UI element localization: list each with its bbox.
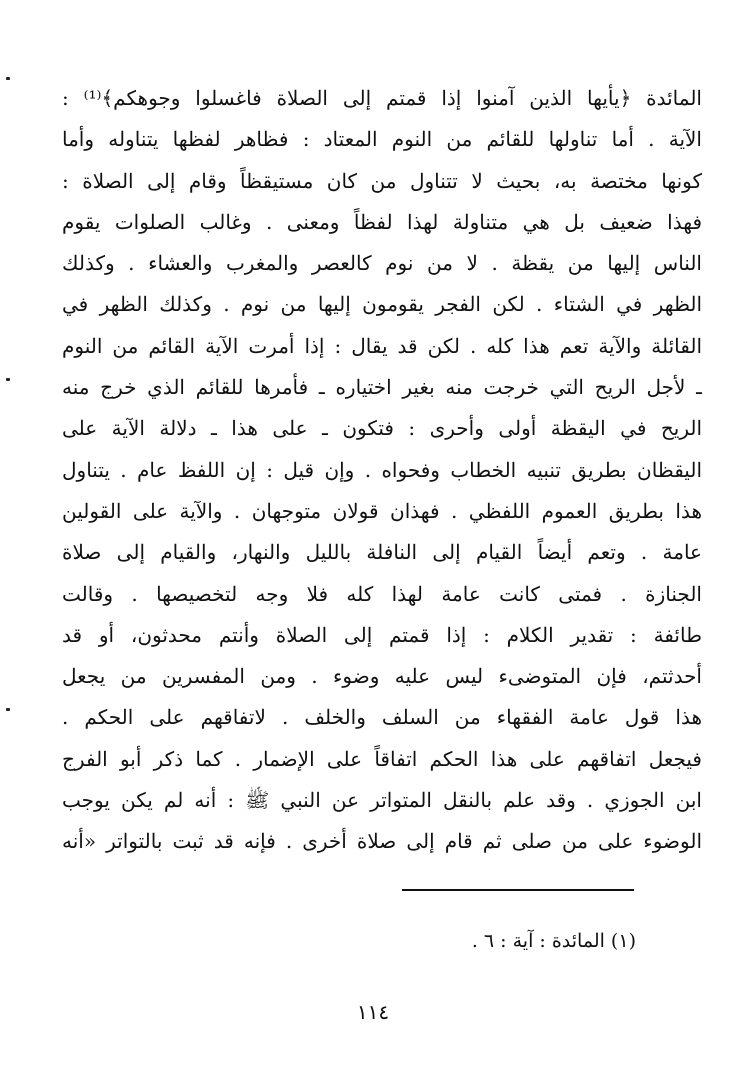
text-line-13: الجنازة . فمتى كانت عامة لهذا كله فلا وجه لتخصيصها . وقالت [62, 581, 702, 606]
text-line-12: عامة . وتعم أيضاً القيام إلى النافلة بالليل والنهار، والقيام إلى صلاة [62, 540, 702, 565]
margin-mark [6, 378, 10, 381]
text-line-8: ـ لأجل الريح التي خرجت منه بغير اختياره ـ فأمرها للقائم الذي خرج منه [62, 375, 702, 400]
text-line-10: اليقظان بطريق تنبيه الخطاب وفحواه . وإن قيل : إن اللفظ عام . يتناول [62, 457, 702, 482]
text-line-7: القائلة والآية تعم هذا كله . لكن قد يقال : إذا أمرت الآية القائم من النوم [62, 333, 702, 358]
text-line-16: هذا قول عامة الفقهاء من السلف والخلف . لاتفاقهم على الحكم . [62, 705, 702, 730]
text-line-1: المائدة ﴿يأيها الذين آمنوا إذا قمتم إلى الصلاة فاغسلوا وجوهكم﴾⁽¹⁾ : [62, 86, 702, 110]
page-number: ١١٤ [356, 1000, 390, 1024]
text-line-9: الريح في اليقظة أولى وأحرى : فتكون ـ على هذا ـ دلالة الآية على [62, 416, 702, 441]
text-line-3: كونها مختصة به، بحيث لا تتناول من كان مستيقظاً وقام إلى الصلاة : [62, 168, 702, 193]
text-line-18: ابن الجوزي . وقد علم بالنقل المتواتر عن النبي ﷺ : أنه لم يكن يوجب [62, 788, 702, 813]
text-line-11: هذا بطريق العموم اللفظي . فهذان قولان متوجهان . والآية على القولين [62, 498, 702, 523]
main-text [62, 78, 702, 863]
footnote: (١) المائدة : آية : ٦ . [471, 930, 636, 952]
text-line-4: فهذا ضعيف بل هي متناولة لهذا لفظاً ومعنى . وغالب الصلوات يقوم [62, 209, 702, 234]
text-line-14: طائفة : تقدير الكلام : إذا قمتم إلى الصلاة وأنتم محدثون، أو قد [62, 622, 702, 647]
margin-mark [6, 77, 10, 80]
text-line-5: الناس إليها من يقظة . لا من نوم كالعصر والمغرب والعشاء . وكذلك [62, 251, 702, 276]
footnote-divider [402, 889, 634, 891]
text-line-6: الظهر في الشتاء . لكن الفجر يقومون إليها من نوم . وكذلك الظهر في [62, 292, 702, 317]
text-line-15: أحدثتم، فإن المتوضىء ليس عليه وضوء . ومن المفسرين من يجعل [62, 664, 702, 689]
text-line-17: فيجعل اتفاقهم على هذا الحكم اتفاقاً على الإضمار . كما ذكر أبو الفرج [62, 746, 702, 771]
text-line-2: الآية . أما تناولها للقائم من النوم المعتاد : فظاهر لفظها يتناوله وأما [62, 127, 702, 152]
text-line-19: الوضوء على من صلى ثم قام إلى صلاة أخرى . فإنه قد ثبت بالتواتر «أنه [62, 829, 702, 854]
margin-mark [6, 708, 10, 711]
